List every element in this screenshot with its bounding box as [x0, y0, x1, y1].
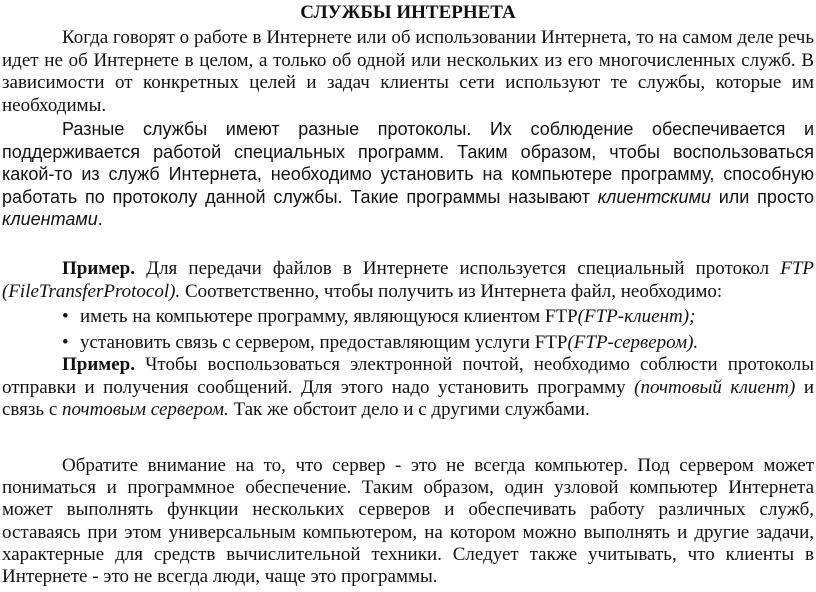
example-ftp-text: Для передачи файлов в Интернете используется специальный протокол — [135, 258, 781, 279]
term-clients: клиентами — [2, 209, 98, 230]
intro-section — [2, 27, 814, 117]
protocols-connector: или просто — [710, 186, 815, 207]
example-email-end: Так же обстоит дело и с другими службами. — [228, 399, 590, 420]
bullet-icon: • — [62, 331, 69, 353]
term-ftp-server: (FTP-сервером). — [567, 331, 699, 353]
term-client-programs: клиентскими — [597, 186, 711, 207]
term-ftp: FTP (FileTransferProtocol). — [2, 258, 814, 302]
list-item-ftp-server — [2, 332, 814, 355]
intro-paragraph: Когда говорят о работе в Интернете или об использовании Интернета, то на самом деле речь идет не об Интернете в целом, а только об одной или нескольких из его многочисленных служб. В зависимости от конкретных целей и задач клиенты сети используют те службы, которые им необходимы. — [2, 27, 814, 116]
example-email-text: Чтобы воспользоваться электронной почтой, необходимо соблюсти протоколы отправки и получения сообщений. Для этого надо установить программу — [2, 354, 814, 398]
page-title: СЛУЖБЫ ИНТЕРНЕТА — [300, 2, 516, 23]
servers-section — [2, 455, 814, 588]
protocols-section — [2, 118, 814, 231]
example-label: Пример. — [62, 258, 135, 279]
protocols-text: Разные службы имеют разные протоколы. Их соблюдение обеспечивается и поддерживается работой специальных программ. Таким образом, чтобы воспользоваться какой-то из служб Интернета, необходимо установить на компьютере программу, способную работать по протоколу данной службы. Такие программы называют — [2, 119, 814, 207]
protocols-paragraph — [2, 118, 814, 231]
example-email-paragraph — [2, 354, 814, 422]
term-mail-server: почтовым сервером. — [62, 399, 229, 420]
servers-paragraph: Обратите внимание на то, что сервер - это не всегда компьютер. Под сервером может пониматься и программное обеспечение. Таким образом, один узловой компьютер Интернета может выполнять функции нескольких серверов и обеспечивать работу различных служб, оставаясь при этом универсальным компьютером, на котором можно выполнять и другие задачи, характерные для средств вычислительной техники. Следует также учитывать, что клиенты в Интернете - это не всегда люди, чаще это программы. — [2, 455, 814, 588]
bullet-icon: • — [62, 306, 69, 327]
list-item-ftp-client — [2, 306, 814, 329]
protocols-end: . — [97, 209, 103, 230]
example-label: Пример. — [62, 354, 135, 375]
list-item-text: установить связь с сервером, предоставляющим услуги FTP — [80, 331, 568, 353]
term-ftp-client: (FTP-клиент); — [577, 306, 696, 327]
example-email-connector: и связь с — [2, 376, 815, 420]
examples-section — [2, 258, 814, 422]
term-mail-client: (почтовый клиент) — [634, 376, 796, 398]
list-item-text: иметь на компьютере программу, являющуюся клиентом FTP — [80, 306, 578, 327]
example-ftp-end: Соответственно, чтобы получить из Интернета файл, необходимо: — [180, 280, 723, 302]
example-ftp-paragraph — [2, 258, 814, 303]
